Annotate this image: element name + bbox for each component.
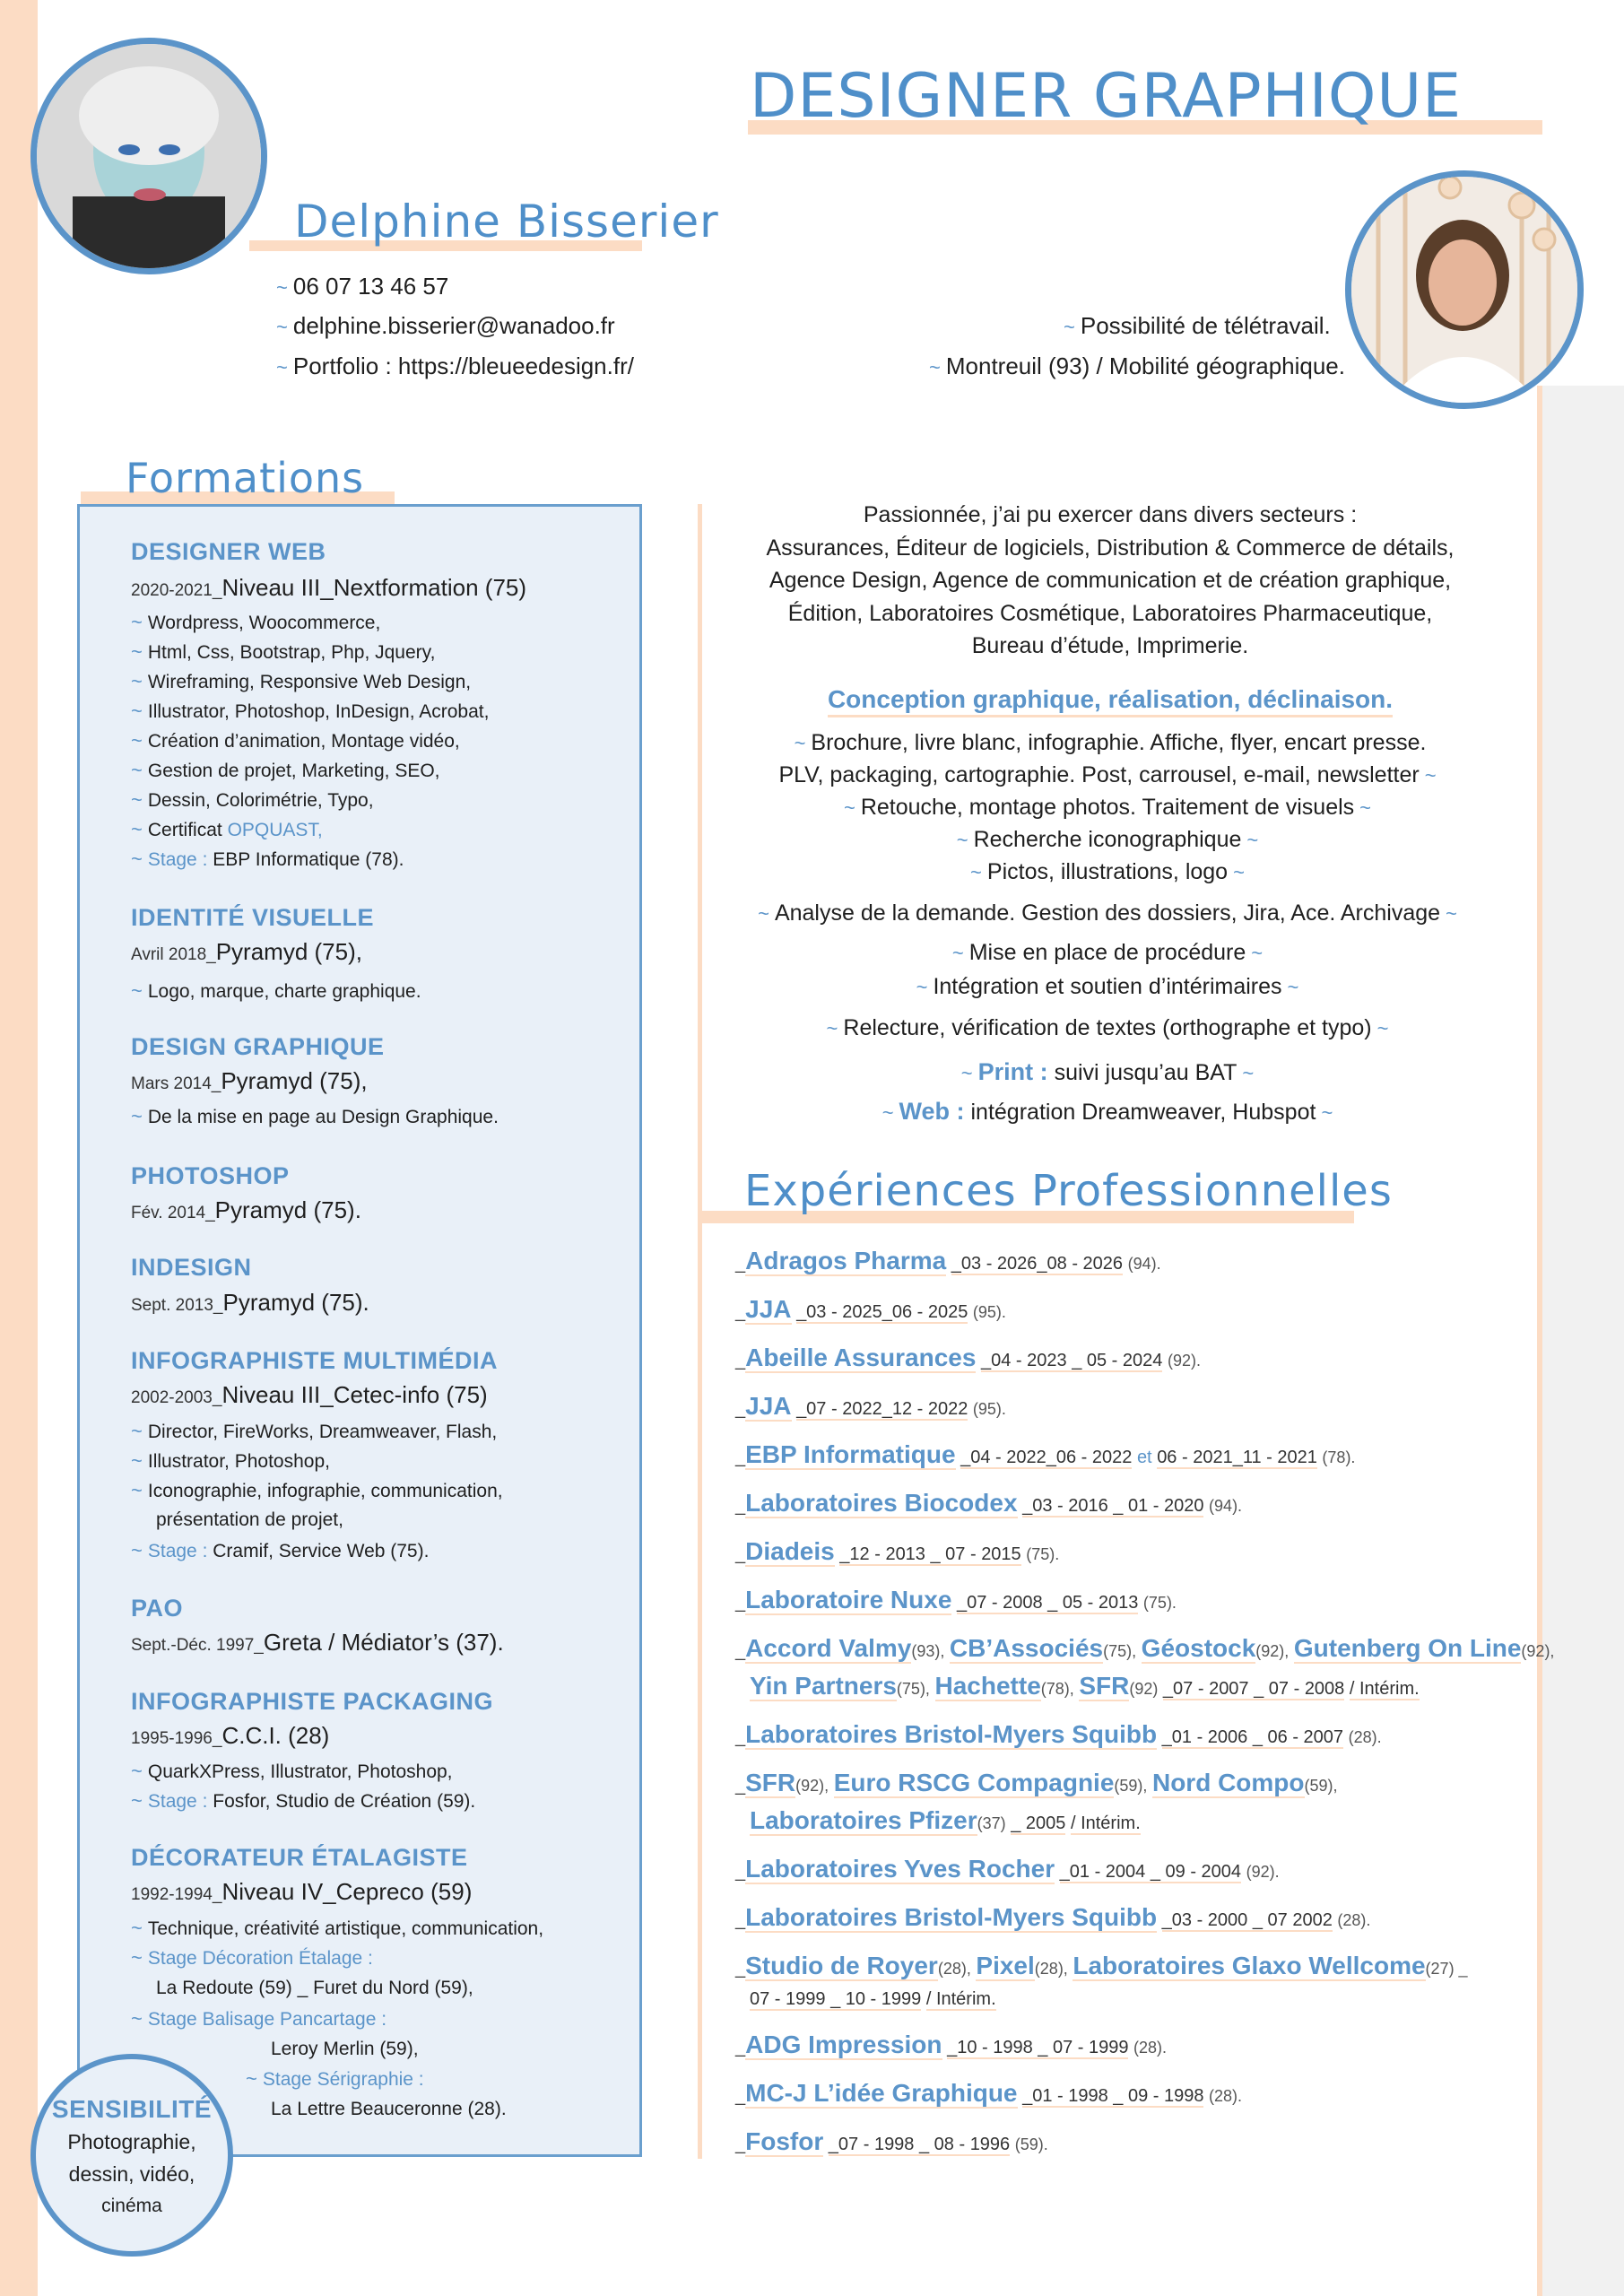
remote-line xyxy=(1064,312,1331,340)
department: (28), xyxy=(1034,1960,1068,1978)
skill-text: Recherche iconographique xyxy=(973,827,1242,852)
department: (75), xyxy=(896,1680,930,1698)
formation-school: Pyramyd (75). xyxy=(214,1196,361,1223)
right-decorative-illustration xyxy=(1542,386,1624,2296)
wave-bullet-icon: ~ xyxy=(1359,796,1372,819)
experience-row: _JJA _03 - 2025_06 - 2025 (95). xyxy=(735,1295,1006,1323)
intro-line: Assurances, Éditeur de logiciels, Distribution & Commerce de détails, xyxy=(766,535,1455,561)
formation-item xyxy=(131,607,380,638)
wave-bullet-icon: ~ xyxy=(1233,861,1245,883)
print-value: suivi jusqu’au BAT xyxy=(1054,1060,1238,1085)
company-name: Laboratoires Pfizer xyxy=(750,1806,977,1834)
formation-item-text: De la mise en page au Design Graphique. xyxy=(147,1107,499,1127)
formation-date: 1995-1996_ xyxy=(131,1729,222,1748)
wave-bullet-icon: ~ xyxy=(1424,764,1437,787)
company-name: Diadeis xyxy=(745,1537,835,1565)
column-divider xyxy=(698,504,702,2159)
company-name: Géostock xyxy=(1141,1634,1256,1662)
stage-value: La Redoute (59) _ Furet du Nord (59), xyxy=(156,1978,473,1998)
department: (27) _ xyxy=(1425,1960,1468,1978)
department: (37) xyxy=(977,1814,1006,1832)
stage-value: La Lettre Beauceronne (28). xyxy=(271,2099,507,2119)
formation-item xyxy=(131,637,435,667)
formation-item xyxy=(246,2064,424,2094)
wave-bullet-icon: ~ xyxy=(131,979,143,1002)
wave-bullet-icon: ~ xyxy=(1321,1101,1333,1124)
experiences-heading: Expériences Professionnelles xyxy=(744,1166,1393,1216)
formation-item xyxy=(131,666,471,697)
department: (93), xyxy=(911,1642,945,1660)
wave-bullet-icon: ~ xyxy=(1376,1017,1389,1039)
cert-label: Certificat xyxy=(147,820,222,840)
experience-row: _Fosfor _07 - 1998 _ 08 - 1996 (59). xyxy=(735,2127,1048,2155)
formation-title: PHOTOSHOP xyxy=(131,1162,290,1189)
company-name: Yin Partners xyxy=(750,1672,897,1700)
formation-meta xyxy=(131,574,526,602)
company-name: SFR xyxy=(745,1769,796,1796)
formation-item-text: Illustrator, Photoshop, InDesign, Acrobat, xyxy=(147,701,490,722)
wave-bullet-icon: ~ xyxy=(131,1449,143,1472)
intro-paragraph xyxy=(717,499,1503,663)
department: (95). xyxy=(972,1400,1006,1418)
wave-bullet-icon: ~ xyxy=(131,611,143,633)
wave-bullet-icon: ~ xyxy=(246,2067,257,2090)
experience-row: _Laboratoires Bristol-Myers Squibb _01 - 2006 _ 06 - 2007 (28). xyxy=(735,1720,1382,1748)
department: (75). xyxy=(1026,1545,1060,1563)
experience-dates: _04 - 2023 _ 05 - 2024 xyxy=(981,1351,1163,1370)
experience-dates: _12 - 2013 _ 07 - 2015 xyxy=(839,1544,1021,1564)
formation-school: Niveau III_Cetec-info (75) xyxy=(221,1381,488,1408)
experience-dates: 06 - 2021_11 - 2021 xyxy=(1157,1448,1317,1467)
department: (92) xyxy=(1129,1680,1159,1698)
web-value: intégration Dreamweaver, Hubspot xyxy=(970,1100,1316,1125)
intro-line: Bureau d’étude, Imprimerie. xyxy=(971,633,1249,658)
wave-bullet-icon: ~ xyxy=(131,729,143,752)
formation-item xyxy=(131,755,440,786)
formation-date: 1992-1994_ xyxy=(131,1885,222,1904)
formation-date: Sept.-Déc. 1997_ xyxy=(131,1636,264,1655)
wave-bullet-icon: ~ xyxy=(1242,1062,1255,1084)
skill-text: Intégration et soutien d’intérimaires xyxy=(933,974,1282,999)
skill-text: PLV, packaging, cartographie. Post, carrousel, e-mail, newsletter xyxy=(778,762,1420,787)
company-name: Abeille Assurances xyxy=(745,1344,977,1371)
formation-item-text: Html, Css, Bootstrap, Php, Jquery, xyxy=(147,642,436,663)
experience-dates: _01 - 2004 _ 09 - 2004 xyxy=(1059,1862,1242,1882)
skill-line xyxy=(717,940,1503,966)
experience-row: _Laboratoires Yves Rocher _01 - 2004 _ 09 - 2004 (92). xyxy=(735,1855,1280,1883)
skill-text: Brochure, livre blanc, infographie. Affiche, flyer, encart presse. xyxy=(811,730,1427,755)
department: (28). xyxy=(1337,1911,1371,1929)
wave-bullet-icon: ~ xyxy=(960,1062,973,1084)
formation-item-text: Illustrator, Photoshop, xyxy=(147,1451,330,1472)
formation-item-text: Director, FireWorks, Dreamweaver, Flash, xyxy=(147,1422,498,1442)
wave-bullet-icon: ~ xyxy=(131,759,143,781)
formation-meta xyxy=(131,938,362,966)
company-name: CB’Associés xyxy=(949,1634,1104,1662)
formation-title: DESIGNER WEB xyxy=(131,538,326,565)
skill-text: Retouche, montage photos. Traitement de visuels xyxy=(860,795,1355,820)
company-name: Hachette xyxy=(934,1672,1041,1700)
stage-value: EBP Informatique (78). xyxy=(213,849,404,870)
skill-line xyxy=(717,1058,1503,1086)
wave-bullet-icon: ~ xyxy=(970,861,982,883)
department: (92), xyxy=(1255,1642,1290,1660)
experience-row-continued xyxy=(750,1989,996,2010)
contract-status: / Intérim. xyxy=(1349,1679,1420,1699)
company-name: Laboratoires Glaxo Wellcome xyxy=(1073,1952,1426,1979)
left-decorative-band xyxy=(0,0,38,2296)
experience-dates: _07 - 2007 _ 07 - 2008 xyxy=(1162,1679,1345,1699)
formation-item xyxy=(131,976,421,1006)
experience-dates: _10 - 1998 _ 07 - 1999 xyxy=(947,2038,1129,2057)
sensibilite-title: SENSIBILITÉ xyxy=(51,2095,213,2123)
skill-line xyxy=(717,859,1503,885)
formation-school: Niveau IV_Cepreco (59) xyxy=(221,1878,473,1905)
company-name: MC-J L’idée Graphique xyxy=(745,2079,1018,2107)
experience-row: _MC-J L’idée Graphique _01 - 1998 _ 09 - 1998 (28). xyxy=(735,2079,1243,2107)
formation-item-text: Dessin, Colorimétrie, Typo, xyxy=(147,790,374,811)
wave-bullet-icon: ~ xyxy=(131,2007,143,2030)
formation-item xyxy=(131,1913,543,1944)
skill-line xyxy=(717,762,1503,788)
experience-row: _Abeille Assurances _04 - 2023 _ 05 - 2024 (92). xyxy=(735,1344,1201,1371)
stage-label: Stage : xyxy=(147,849,208,870)
experience-dates: _03 - 2026_08 - 2026 xyxy=(951,1254,1124,1274)
wave-bullet-icon: ~ xyxy=(131,700,143,722)
experience-dates: _03 - 2025_06 - 2025 xyxy=(796,1302,968,1322)
company-name: Laboratoires Yves Rocher xyxy=(745,1855,1055,1883)
email-address[interactable]: delphine.bisserier@wanadoo.fr xyxy=(292,312,615,339)
formation-title: DÉCORATEUR ÉTALAGISTE xyxy=(131,1844,468,1871)
experience-row: _Laboratoire Nuxe _07 - 2008 _ 05 - 2013 (75). xyxy=(735,1586,1177,1613)
formation-item xyxy=(131,1416,497,1447)
formation-title: PAO xyxy=(131,1595,184,1622)
company-name: EBP Informatique xyxy=(745,1440,956,1468)
experience-dates: _03 - 2016 _ 01 - 2020 xyxy=(1022,1496,1204,1516)
skill-text: Relecture, vérification de textes (orthographe et typo) xyxy=(843,1015,1372,1040)
experience-row: _EBP Informatique _04 - 2022_06 - 2022 et 06 - 2021_11 - 2021 (78). xyxy=(735,1440,1356,1468)
contract-status: / Intérim. xyxy=(925,1989,996,2009)
formation-item-text: Création d’animation, Montage vidéo, xyxy=(147,731,460,752)
formation-item-text: Technique, créativité artistique, communication, xyxy=(147,1918,544,1939)
skill-line xyxy=(717,974,1503,1000)
wave-bullet-icon: ~ xyxy=(843,796,855,819)
department: (92), xyxy=(795,1777,829,1795)
formation-meta xyxy=(131,1878,472,1906)
experience-dates: _07 - 1998 _ 08 - 1996 xyxy=(828,2135,1011,2154)
wave-bullet-icon: ~ xyxy=(276,356,288,378)
formation-meta xyxy=(131,1381,488,1409)
location-line xyxy=(929,352,1345,380)
wave-bullet-icon: ~ xyxy=(131,1760,143,1782)
candidate-name: Delphine Bisserier xyxy=(294,196,719,248)
wave-bullet-icon: ~ xyxy=(276,276,288,299)
formation-item xyxy=(131,2004,386,2034)
formation-meta xyxy=(131,1196,361,1224)
company-name: ADG Impression xyxy=(745,2031,942,2058)
skill-line xyxy=(717,900,1503,926)
experience-row: _ADG Impression _10 - 1998 _ 07 - 1999 (28). xyxy=(735,2031,1168,2058)
phone-line xyxy=(276,273,448,300)
skill-line xyxy=(717,1015,1503,1041)
department: (94). xyxy=(1209,1497,1243,1515)
wave-bullet-icon: ~ xyxy=(1246,829,1259,851)
skill-line xyxy=(717,730,1503,756)
company-name: Nord Compo xyxy=(1151,1769,1305,1796)
wave-bullet-icon: ~ xyxy=(276,316,288,338)
formation-item xyxy=(131,1786,475,1816)
company-name: Pixel xyxy=(976,1952,1035,1979)
web-label: Web : xyxy=(899,1098,965,1125)
formation-school: Pyramyd (75). xyxy=(222,1289,369,1316)
company-name: SFR xyxy=(1079,1672,1130,1700)
formation-title: INDESIGN xyxy=(131,1254,252,1281)
stage-label: Stage Décoration Étalage : xyxy=(147,1948,373,1969)
experience-row-continued xyxy=(750,1672,1420,1700)
formation-meta xyxy=(131,1629,504,1657)
experience-row: _SFR(92), Euro RSCG Compagnie(59), Nord Compo(59), xyxy=(735,1769,1338,1796)
company-name: Laboratoire Nuxe xyxy=(745,1586,952,1613)
cert-value: OPQUAST, xyxy=(227,820,323,840)
print-label: Print : xyxy=(977,1058,1048,1085)
formation-date: Sept. 2013_ xyxy=(131,1296,223,1315)
department: (95). xyxy=(972,1303,1006,1321)
company-name: JJA xyxy=(745,1392,792,1420)
wave-bullet-icon: ~ xyxy=(826,1017,838,1039)
formation-item xyxy=(131,785,374,815)
phone-number[interactable]: 06 07 13 46 57 xyxy=(292,273,449,300)
formation-meta xyxy=(131,1722,329,1750)
formation-item xyxy=(131,1446,330,1476)
experience-row: _Diadeis _12 - 2013 _ 07 - 2015 (75). xyxy=(735,1537,1060,1565)
formation-title: INFOGRAPHISTE PACKAGING xyxy=(131,1688,494,1715)
wave-bullet-icon: ~ xyxy=(881,1101,894,1124)
company-name: Laboratoires Bristol-Myers Squibb xyxy=(745,1903,1158,1931)
experience-row: _Accord Valmy(93), CB’Associés(75), Géostock(92), Gutenberg On Line(92), xyxy=(735,1634,1555,1662)
formation-item-text: Gestion de projet, Marketing, SEO, xyxy=(147,761,440,781)
formation-date: 2002-2003_ xyxy=(131,1388,222,1407)
portfolio-line xyxy=(276,352,634,380)
formation-item-text: Wireframing, Responsive Web Design, xyxy=(147,672,472,692)
intro-line: Agence Design, Agence de communication et de création graphique, xyxy=(769,568,1452,593)
formation-school: Greta / Médiator’s (37). xyxy=(263,1629,504,1656)
experience-dates: _07 - 2022_12 - 2022 xyxy=(796,1399,968,1419)
company-name: Euro RSCG Compagnie xyxy=(833,1769,1115,1796)
skill-text: Analyse de la demande. Gestion des dossiers, Jira, Ace. Archivage xyxy=(774,900,1441,926)
formation-item xyxy=(131,1101,499,1132)
company-name: Adragos Pharma xyxy=(745,1247,947,1274)
skill-line xyxy=(717,827,1503,853)
department: (28), xyxy=(937,1960,971,1978)
skill-text: Pictos, illustrations, logo xyxy=(986,859,1229,884)
formation-item xyxy=(131,814,323,845)
formation-item-text: Iconographie, infographie, communication, xyxy=(147,1481,503,1501)
formation-item-text: QuarkXPress, Illustrator, Photoshop, xyxy=(147,1761,453,1782)
wave-bullet-icon: ~ xyxy=(131,1789,143,1812)
skills-subtitle: Conception graphique, réalisation, déclinaison. xyxy=(828,685,1393,718)
formation-item xyxy=(131,1535,429,1566)
experience-row: _Laboratoires Bristol-Myers Squibb _03 - 2000 _ 07 2002 (28). xyxy=(735,1903,1371,1931)
experience-dates: _03 - 2000 _ 07 2002 xyxy=(1161,1910,1333,1930)
wave-bullet-icon: ~ xyxy=(131,1917,143,1939)
wave-bullet-icon: ~ xyxy=(131,640,143,663)
department: (59), xyxy=(1304,1777,1338,1795)
formation-item: présentation de projet, xyxy=(156,1509,343,1530)
avatar-illustration-art xyxy=(37,44,261,268)
sensibilite-line: Photographie, xyxy=(67,2130,196,2153)
experience-row: _Studio de Royer(28), Pixel(28), Laboratoires Glaxo Wellcome(27) _ xyxy=(735,1952,1468,1979)
sensibilite-line: cinéma xyxy=(101,2196,162,2216)
company-name: Gutenberg On Line xyxy=(1293,1634,1522,1662)
wave-bullet-icon: ~ xyxy=(951,942,964,964)
skill-text: Mise en place de procédure xyxy=(968,940,1246,965)
department: (92). xyxy=(1246,1863,1280,1881)
formation-date: 2020-2021_ xyxy=(131,581,222,600)
experience-dates: _ 2005 xyxy=(1011,1813,1066,1833)
wave-bullet-icon: ~ xyxy=(1287,976,1299,998)
formation-meta xyxy=(131,1067,368,1095)
avatar-illustration xyxy=(30,38,267,274)
formation-school: C.C.I. (28) xyxy=(221,1722,330,1749)
wave-bullet-icon: ~ xyxy=(916,976,928,998)
experience-dates: _01 - 1998 _ 09 - 1998 xyxy=(1022,2086,1204,2106)
formation-meta xyxy=(131,1289,369,1317)
wave-bullet-icon: ~ xyxy=(131,1105,143,1127)
formation-item xyxy=(131,696,489,726)
wave-bullet-icon: ~ xyxy=(131,788,143,811)
skill-line xyxy=(717,795,1503,821)
email-line xyxy=(276,312,615,340)
company-name: Laboratoires Bristol-Myers Squibb xyxy=(745,1720,1158,1748)
intro-line: Passionnée, j’ai pu exercer dans divers secteurs : xyxy=(863,502,1358,527)
department: (92), xyxy=(1521,1642,1555,1660)
portfolio-link[interactable]: Portfolio : https://bleueedesign.fr/ xyxy=(292,352,634,379)
experience-row: _Laboratoires Biocodex _03 - 2016 _ 01 - 2020 (94). xyxy=(735,1489,1243,1517)
formation-school: Pyramyd (75), xyxy=(215,938,362,965)
formation-date: Mars 2014_ xyxy=(131,1074,221,1093)
stage-label: Stage : xyxy=(147,1791,208,1812)
sensibilite-line: dessin, vidéo, xyxy=(68,2162,195,2186)
formation-item xyxy=(131,1475,503,1506)
department: (94). xyxy=(1127,1255,1161,1273)
location-text: Montreuil (93) / Mobilité géographique. xyxy=(945,352,1345,379)
wave-bullet-icon: ~ xyxy=(956,829,968,851)
experience-dates: _07 - 2008 _ 05 - 2013 xyxy=(956,1593,1139,1613)
formation-date: Fév. 2014_ xyxy=(131,1204,215,1222)
formations-heading: Formations xyxy=(126,454,365,502)
stage-label: Stage Balisage Pancartage : xyxy=(147,2009,387,2030)
formation-date: Avril 2018_ xyxy=(131,945,216,964)
formation-school: Niveau III_Nextformation (75) xyxy=(221,574,527,601)
formation-title: INFOGRAPHISTE MULTIMÉDIA xyxy=(131,1347,498,1374)
department: (28). xyxy=(1348,1728,1382,1746)
department: (78), xyxy=(1040,1680,1074,1698)
wave-bullet-icon: ~ xyxy=(131,1946,143,1969)
wave-bullet-icon: ~ xyxy=(758,902,769,925)
wave-bullet-icon: ~ xyxy=(131,670,143,692)
experience-dates: _04 - 2022_06 - 2022 xyxy=(960,1448,1133,1467)
formation-title: IDENTITÉ VISUELLE xyxy=(131,904,375,931)
department: (92). xyxy=(1167,1352,1201,1370)
experience-row: _Adragos Pharma _03 - 2026_08 - 2026 (94). xyxy=(735,1247,1161,1274)
stage-label: Stage : xyxy=(147,1541,208,1561)
remote-work-text: Possibilité de télétravail. xyxy=(1080,312,1331,339)
company-name: Studio de Royer xyxy=(745,1952,938,1979)
experience-row-continued xyxy=(750,1806,1141,1835)
formation-item-text: Logo, marque, charte graphique. xyxy=(147,981,421,1002)
company-name: Accord Valmy xyxy=(745,1634,912,1662)
wave-bullet-icon: ~ xyxy=(1446,902,1457,925)
and-word: et xyxy=(1136,1448,1152,1467)
wave-bullet-icon: ~ xyxy=(794,732,806,754)
formation-item xyxy=(131,1943,373,1973)
department: (75). xyxy=(1142,1594,1177,1612)
wave-bullet-icon: ~ xyxy=(131,848,143,870)
formation-item xyxy=(131,844,404,874)
experience-dates: 07 - 1999 _ 10 - 1999 xyxy=(750,1989,922,2009)
stage-value: Cramif, Service Web (75). xyxy=(213,1541,430,1561)
department: (28). xyxy=(1209,2087,1243,2105)
contract-status: / Intérim. xyxy=(1070,1813,1141,1833)
profile-photo xyxy=(1345,170,1584,409)
formation-school: Pyramyd (75), xyxy=(221,1067,368,1094)
company-name: Laboratoires Biocodex xyxy=(745,1489,1018,1517)
wave-bullet-icon: ~ xyxy=(929,356,941,378)
stage-label: Stage Sérigraphie : xyxy=(262,2069,424,2090)
wave-bullet-icon: ~ xyxy=(1064,316,1075,338)
profile-photo-art xyxy=(1351,177,1577,403)
experience-dates: _01 - 2006 _ 06 - 2007 xyxy=(1161,1727,1344,1747)
department: (78). xyxy=(1322,1448,1356,1466)
intro-line: Édition, Laboratoires Cosmétique, Laboratoires Pharmaceutique, xyxy=(787,600,1433,626)
wave-bullet-icon: ~ xyxy=(131,1479,143,1501)
skills-subtitle-wrap xyxy=(717,685,1503,714)
job-title: DESIGNER GRAPHIQUE xyxy=(750,61,1463,132)
department: (59), xyxy=(1114,1777,1148,1795)
formation-title: DESIGN GRAPHIQUE xyxy=(131,1033,385,1060)
wave-bullet-icon: ~ xyxy=(131,1420,143,1442)
wave-bullet-icon: ~ xyxy=(1251,942,1264,964)
stage-value: Leroy Merlin (59), xyxy=(271,2039,419,2059)
formation-item-text: Wordpress, Woocommerce, xyxy=(147,613,381,633)
department: (28). xyxy=(1133,2039,1168,2057)
experience-row: _JJA _07 - 2022_12 - 2022 (95). xyxy=(735,1392,1006,1420)
department: (75), xyxy=(1103,1642,1137,1660)
formation-item xyxy=(131,1756,453,1787)
company-name: JJA xyxy=(745,1295,792,1323)
right-decorative-line xyxy=(1537,386,1542,2296)
sensibilite-content xyxy=(30,2095,233,2222)
formation-item xyxy=(131,726,460,756)
wave-bullet-icon: ~ xyxy=(131,818,143,840)
wave-bullet-icon: ~ xyxy=(131,1539,143,1561)
stage-value: Fosfor, Studio de Création (59). xyxy=(213,1791,476,1812)
department: (59). xyxy=(1014,2135,1048,2153)
company-name: Fosfor xyxy=(745,2127,824,2155)
skill-line xyxy=(717,1098,1503,1126)
